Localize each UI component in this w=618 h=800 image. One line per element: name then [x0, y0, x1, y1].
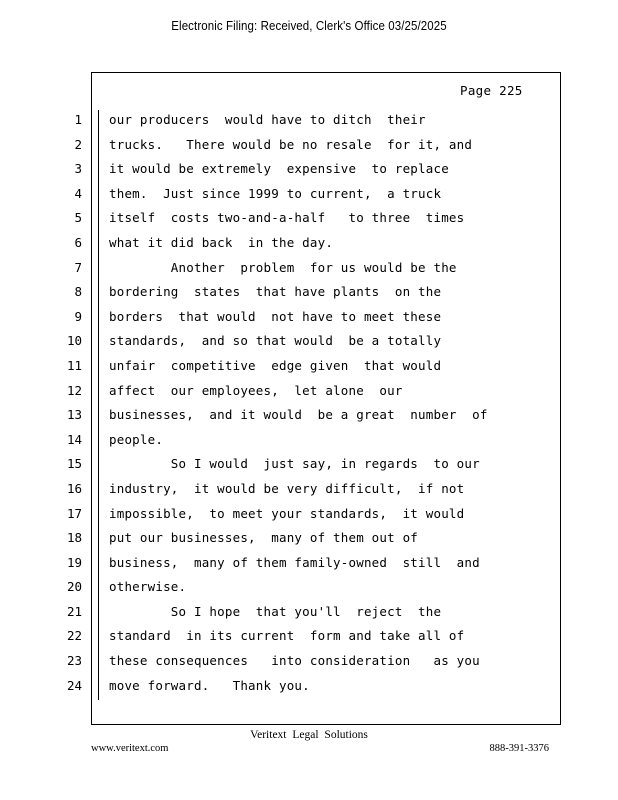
transcript-line: [0, 260, 618, 285]
transcript-line: [0, 407, 618, 432]
transcript-line: [0, 628, 618, 653]
filing-stamp: Electronic Filing: Received, Clerk's Office 03/25/2025: [171, 19, 447, 33]
line-number: 6: [74, 234, 82, 250]
transcript-line: [0, 235, 618, 260]
line-text: move forward. Thank you.: [109, 677, 310, 693]
line-number: 22: [66, 628, 82, 644]
line-number: 1: [74, 112, 82, 127]
line-number: 21: [66, 603, 82, 619]
transcript-line: [0, 358, 618, 383]
line-number: 14: [66, 431, 82, 447]
transcript-line: [0, 530, 618, 555]
line-number: 19: [66, 554, 82, 570]
line-text: standard in its current form and take all of: [109, 628, 465, 644]
line-text: people.: [109, 431, 164, 447]
line-text: what it did back in the day.: [109, 234, 334, 250]
line-text: affect our employees, let alone our: [109, 382, 403, 398]
transcript-line: [0, 678, 618, 703]
line-text: businesses, and it would be a great number of: [109, 407, 488, 423]
footer-website-link[interactable]: www.veritext.com: [91, 743, 169, 754]
line-text: industry, it would be very difficult, if not: [109, 480, 465, 496]
line-text: standards, and so that would be a totally: [109, 333, 442, 349]
transcript-line: [0, 456, 618, 481]
footer-phone: 888-391-3376: [489, 743, 549, 754]
line-number: 16: [66, 480, 82, 496]
transcript-line: [0, 432, 618, 457]
transcript-line: [0, 555, 618, 580]
line-number: 15: [66, 456, 82, 472]
line-text: borders that would not have to meet these: [109, 308, 442, 324]
transcript-line: [0, 309, 618, 334]
transcript-line: [0, 506, 618, 531]
line-text: unfair competitive edge given that would: [109, 357, 442, 373]
line-text: Another problem for us would be the: [109, 259, 457, 275]
line-text: our producers would have to ditch their: [109, 112, 426, 127]
line-text: bordering states that have plants on the: [109, 284, 442, 300]
line-number: 2: [74, 136, 82, 152]
transcript-line: [0, 604, 618, 629]
transcript-line: [0, 579, 618, 604]
line-number: 23: [66, 653, 82, 669]
line-number: 20: [66, 579, 82, 595]
transcript-line: [0, 161, 618, 186]
transcript-line: [0, 186, 618, 211]
transcript-line: [0, 653, 618, 678]
line-number: 7: [74, 259, 82, 275]
line-number: 12: [66, 382, 82, 398]
line-number: 4: [74, 185, 82, 201]
page-number: Page 225: [460, 83, 523, 98]
line-number: 24: [66, 677, 82, 693]
line-number: 9: [74, 308, 82, 324]
line-number: 3: [74, 161, 82, 177]
line-number: 13: [66, 407, 82, 423]
transcript-lines: [0, 112, 618, 702]
line-text: business, many of them family-owned still and: [109, 554, 480, 570]
line-number: 10: [66, 333, 82, 349]
transcript-line: [0, 210, 618, 235]
line-text: it would be extremely expensive to replace: [109, 161, 449, 177]
line-text: them. Just since 1999 to current, a truck: [109, 185, 442, 201]
line-text: So I would just say, in regards to our: [109, 456, 480, 472]
transcript-line: [0, 112, 618, 137]
line-number: 17: [66, 505, 82, 521]
transcript-line: [0, 481, 618, 506]
line-text: these consequences into consideration as you: [109, 653, 480, 669]
line-text: impossible, to meet your standards, it would: [109, 505, 465, 521]
line-text: otherwise.: [109, 579, 187, 595]
footer-company: Veritext Legal Solutions: [250, 729, 368, 741]
line-text: trucks. There would be no resale for it, and: [109, 136, 473, 152]
line-text: So I hope that you'll reject the: [109, 603, 442, 619]
line-number: 5: [74, 210, 82, 226]
line-number: 8: [74, 284, 82, 300]
transcript-line: [0, 284, 618, 309]
line-number: 11: [66, 357, 82, 373]
transcript-line: [0, 383, 618, 408]
line-number: 18: [66, 530, 82, 546]
transcript-line: [0, 333, 618, 358]
transcript-line: [0, 137, 618, 162]
line-text: put our businesses, many of them out of: [109, 530, 419, 546]
line-text: itself costs two-and-a-half to three times: [109, 210, 465, 226]
